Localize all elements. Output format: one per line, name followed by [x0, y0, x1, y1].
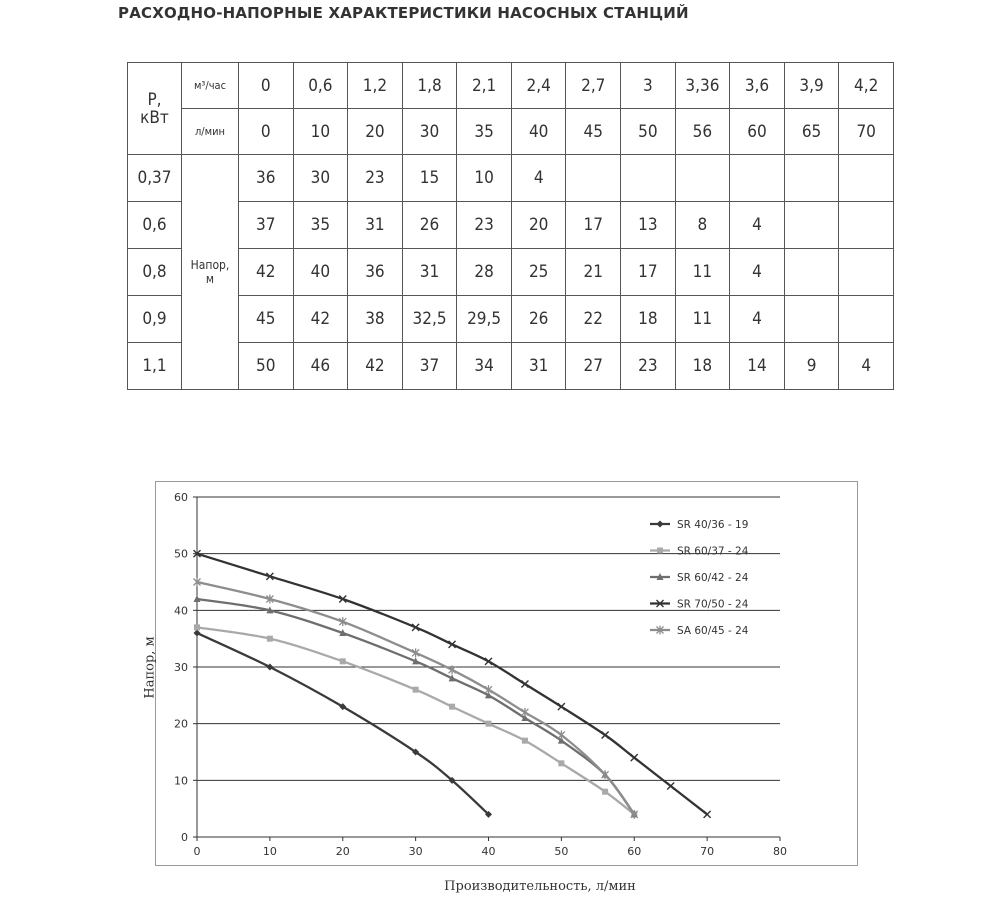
- data-point: [267, 636, 273, 642]
- unit-lmin: л/мин: [182, 109, 239, 155]
- data-point: [704, 811, 711, 818]
- legend-swatch-marker: [657, 548, 663, 554]
- head-value-cell: 46: [293, 343, 348, 390]
- legend-entry-label: SR 60/37 - 24: [677, 545, 749, 558]
- flow-m3h-cell: 3,6: [730, 63, 785, 109]
- data-point: [194, 630, 201, 637]
- data-point: [602, 789, 608, 795]
- head-value-cell: 25: [511, 249, 566, 296]
- flow-lmin-cell: 45: [566, 109, 621, 155]
- flow-m3h-cell: 2,4: [511, 63, 566, 109]
- flow-lmin-cell: 40: [511, 109, 566, 155]
- series-line-5: [197, 582, 634, 814]
- y-tick-label: 0: [181, 831, 188, 844]
- flow-m3h-cell: 0: [239, 63, 294, 109]
- head-value-cell: 23: [348, 155, 403, 202]
- head-label: Напор, м: [182, 155, 239, 390]
- data-point: [413, 687, 419, 693]
- head-value-cell: 31: [511, 343, 566, 390]
- flow-m3h-cell: 0,6: [293, 63, 348, 109]
- flow-lmin-cell: 56: [675, 109, 730, 155]
- power-cell: 0,8: [128, 249, 182, 296]
- head-value-cell: 50: [239, 343, 294, 390]
- flow-m3h-cell: 2,7: [566, 63, 621, 109]
- y-tick-label: 40: [174, 604, 188, 618]
- data-point: [485, 685, 492, 694]
- flow-lmin-cell: 70: [839, 109, 894, 155]
- data-point: [631, 754, 638, 761]
- head-value-cell: 35: [293, 202, 348, 249]
- head-value-cell: 34: [457, 343, 512, 390]
- unit-m3h: м³/час: [182, 63, 239, 109]
- data-point: [194, 624, 200, 630]
- head-value-cell: 26: [511, 296, 566, 343]
- power-cell: 1,1: [128, 343, 182, 390]
- head-value-cell: 42: [293, 296, 348, 343]
- x-tick-label: 40: [481, 845, 496, 858]
- x-tick-label: 30: [408, 845, 423, 858]
- flow-lmin-cell: 10: [293, 109, 348, 155]
- head-value-cell: 21: [566, 249, 621, 296]
- x-tick-label: 80: [773, 845, 787, 858]
- head-value-cell: 17: [621, 249, 676, 296]
- x-tick-label: 20: [335, 845, 350, 858]
- head-value-cell: 32,5: [402, 296, 457, 343]
- data-point: [522, 738, 528, 744]
- flow-lmin-cell: 60: [730, 109, 785, 155]
- legend-entry-label: SR 70/50 - 24: [677, 598, 749, 611]
- x-tick-label: 10: [262, 845, 277, 858]
- head-value-cell: 40: [293, 249, 348, 296]
- head-value-cell: 20: [511, 202, 566, 249]
- x-axis-title: Производительность, л/мин: [444, 879, 636, 894]
- head-value-cell: 36: [239, 155, 294, 202]
- data-point: [486, 721, 492, 727]
- head-value-cell: 18: [675, 343, 730, 390]
- x-tick-label: 60: [627, 845, 642, 858]
- legend-entry-label: SA 60/45 - 24: [677, 625, 749, 637]
- head-value-cell: 37: [239, 202, 294, 249]
- flow-lmin-cell: 30: [402, 109, 457, 155]
- flow-m3h-cell: 1,8: [402, 63, 457, 109]
- flow-lmin-cell: 65: [784, 109, 839, 155]
- data-point: [558, 760, 564, 766]
- head-value-cell: 18: [621, 296, 676, 343]
- head-value-cell: 23: [457, 202, 512, 249]
- page-title: РАСХОДНО-НАПОРНЫЕ ХАРАКТЕРИСТИКИ НАСОСНЫХ СТАНЦИЙ: [118, 4, 689, 22]
- data-point: [521, 708, 528, 717]
- data-point: [558, 731, 565, 740]
- y-tick-label: 30: [174, 661, 188, 674]
- head-value-cell: 13: [621, 202, 676, 249]
- y-tick-label: 10: [174, 774, 188, 788]
- data-point: [667, 783, 674, 790]
- head-value-cell: 31: [348, 202, 403, 249]
- head-value-cell: 36: [348, 249, 403, 296]
- power-cell: 0,6: [128, 202, 182, 249]
- y-axis-title: Напор, м: [142, 636, 158, 699]
- head-value-cell: 22: [566, 296, 621, 343]
- x-tick-label: 70: [700, 845, 715, 858]
- flow-lmin-cell: 20: [348, 109, 403, 155]
- head-value-cell: 23: [621, 343, 676, 390]
- head-value-cell: 4: [730, 296, 785, 343]
- head-value-cell: 37: [402, 343, 457, 390]
- head-value-cell: 27: [566, 343, 621, 390]
- power-cell: 0,37: [128, 155, 182, 202]
- data-point: [449, 704, 455, 710]
- flow-m3h-cell: 3,9: [784, 63, 839, 109]
- y-tick-label: 50: [174, 547, 188, 561]
- head-value-cell: 4: [511, 155, 566, 202]
- head-value-cell: 28: [457, 249, 512, 296]
- head-value-cell: 4: [839, 343, 894, 390]
- head-value-cell: 31: [402, 249, 457, 296]
- head-value-cell: 14: [730, 343, 785, 390]
- head-value-cell: 15: [402, 155, 457, 202]
- head-value-cell: 45: [239, 296, 294, 343]
- flow-m3h-cell: 4,2: [839, 63, 894, 109]
- data-point: [485, 658, 492, 665]
- flow-lmin-cell: 35: [457, 109, 512, 155]
- legend-entry-label: SR 60/42 - 24: [677, 572, 749, 584]
- head-value-cell: 10: [457, 155, 512, 202]
- head-value-cell: 30: [293, 155, 348, 202]
- data-point: [602, 732, 609, 739]
- x-tick-label: 0: [193, 845, 201, 858]
- head-value-cell: 29,5: [457, 296, 512, 343]
- data-point: [558, 703, 565, 710]
- head-value-cell: 4: [730, 202, 785, 249]
- head-value-cell: 4: [730, 249, 785, 296]
- legend-entry-label: SR 40/36 - 19: [677, 519, 749, 531]
- power-header: P, кВт: [128, 63, 182, 155]
- head-value-cell: 38: [348, 296, 403, 343]
- head-value-cell: 9: [784, 343, 839, 390]
- head-value-cell: 8: [675, 202, 730, 249]
- flow-m3h-cell: 3,36: [675, 63, 730, 109]
- head-value-cell: 42: [239, 249, 294, 296]
- flow-lmin-cell: 50: [621, 109, 676, 155]
- power-cell: 0,9: [128, 296, 182, 343]
- legend-swatch-marker: [657, 521, 664, 528]
- head-value-cell: 17: [566, 202, 621, 249]
- flow-m3h-cell: 2,1: [457, 63, 512, 109]
- series-line-3: [197, 599, 634, 814]
- y-tick-label: 20: [174, 717, 188, 731]
- series-line-4: [197, 554, 707, 815]
- flow-lmin-cell: 0: [239, 109, 294, 155]
- head-value-cell: 26: [402, 202, 457, 249]
- x-tick-label: 50: [554, 845, 569, 858]
- flow-m3h-cell: 1,2: [348, 63, 403, 109]
- data-point: [521, 681, 528, 688]
- data-point: [602, 770, 609, 779]
- flow-m3h-cell: 3: [621, 63, 676, 109]
- head-value-cell: 42: [348, 343, 403, 390]
- head-value-cell: 11: [675, 249, 730, 296]
- y-tick-label: 60: [174, 491, 188, 504]
- data-point: [340, 658, 346, 664]
- head-value-cell: 11: [675, 296, 730, 343]
